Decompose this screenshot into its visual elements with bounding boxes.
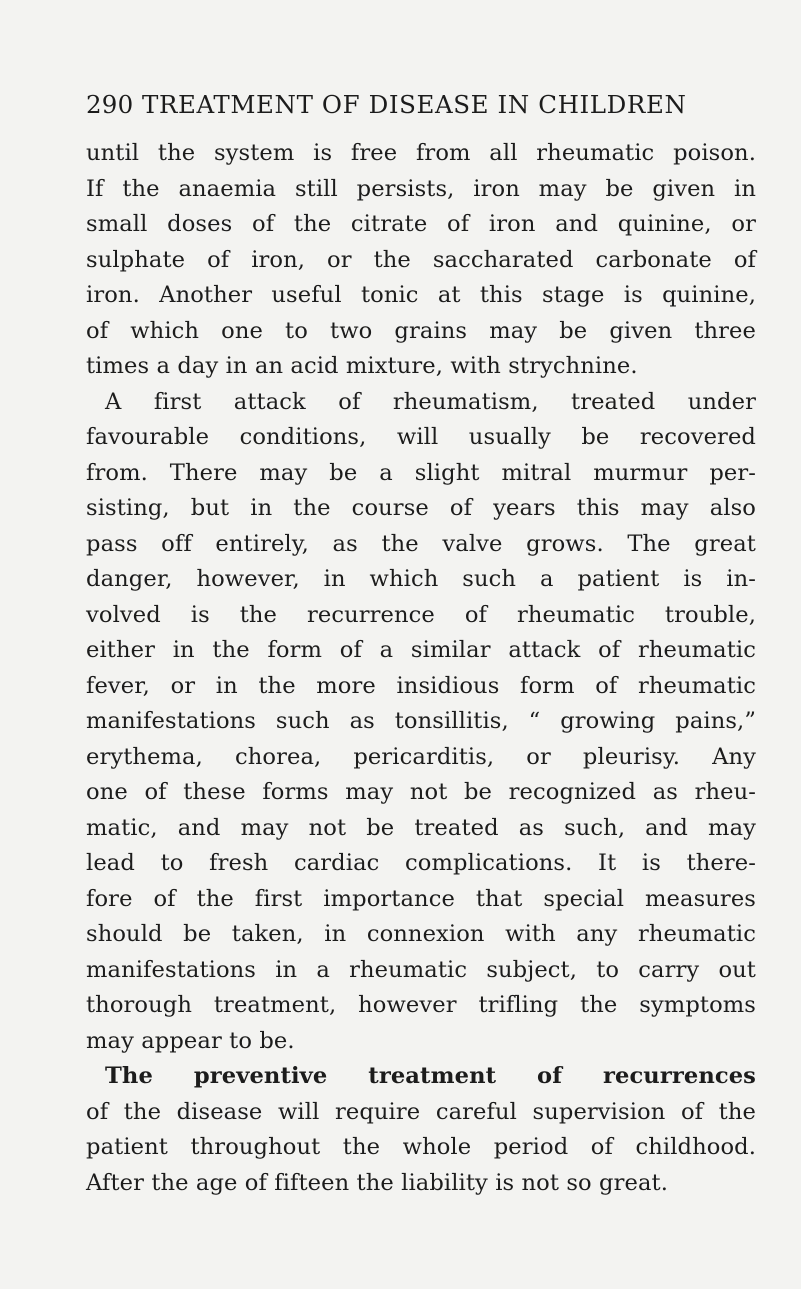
text-line: one of these forms may not be recognized as rheu- [86, 779, 756, 805]
text-line: manifestations such as tonsillitis, “ growing pains,” [86, 708, 756, 734]
text-line: of which one to two grains may be given three [86, 317, 756, 344]
text-line: either in the form of a similar attack of rheumatic [86, 637, 756, 663]
text-line: After the age of fifteen the liability is not so great. [86, 1169, 668, 1196]
text-line: matic, and may not be treated as such, and may [86, 814, 756, 841]
text-line: fore of the first importance that special measures [86, 885, 756, 912]
text-line: A first attack of rheumatism, treated under [105, 388, 756, 415]
text-line: favourable conditions, will usually be recovered [86, 424, 756, 450]
paragraph-heading: The preventive treatment of recurrences [105, 1063, 756, 1089]
text-line: patient throughout the whole period of childhood. [86, 1134, 756, 1160]
text-line: thorough treatment, however trifling the symptoms [86, 992, 756, 1018]
text-line: until the system is free from all rheumatic poison. [86, 140, 756, 166]
text-line: from. There may be a slight mitral murmur per- [86, 459, 756, 486]
text-line: If the anaemia still persists, iron may be given in [86, 175, 756, 202]
text-line: fever, or in the more insidious form of rheumatic [86, 672, 756, 699]
text-line: times a day in an acid mixture, with strychnine. [86, 353, 638, 379]
text-line: manifestations in a rheumatic subject, to carry out [86, 956, 756, 983]
text-line: lead to fresh cardiac complications. It is there- [86, 850, 756, 876]
page-number: 290 [86, 90, 134, 119]
text-line: should be taken, in connexion with any rheumatic [86, 921, 756, 947]
running-header [86, 88, 786, 122]
text-line: small doses of the citrate of iron and quinine, or [86, 211, 756, 237]
text-line: sisting, but in the course of years this may also [86, 495, 756, 521]
text-line: sulphate of iron, or the saccharated carbonate of [86, 246, 756, 273]
text-line: pass off entirely, as the valve grows. The great [86, 530, 756, 557]
text-line: volved is the recurrence of rheumatic trouble, [86, 601, 756, 628]
text-line: iron. Another useful tonic at this stage is quinine, [86, 282, 756, 308]
text-line: of the disease will require careful supervision of the [86, 1098, 756, 1125]
text-line: may appear to be. [86, 1027, 295, 1054]
text-line: erythema, chorea, pericarditis, or pleurisy. Any [86, 743, 756, 770]
running-title: TREATMENT OF DISEASE IN CHILDREN [142, 90, 687, 119]
text-line: danger, however, in which such a patient is in- [86, 566, 756, 592]
